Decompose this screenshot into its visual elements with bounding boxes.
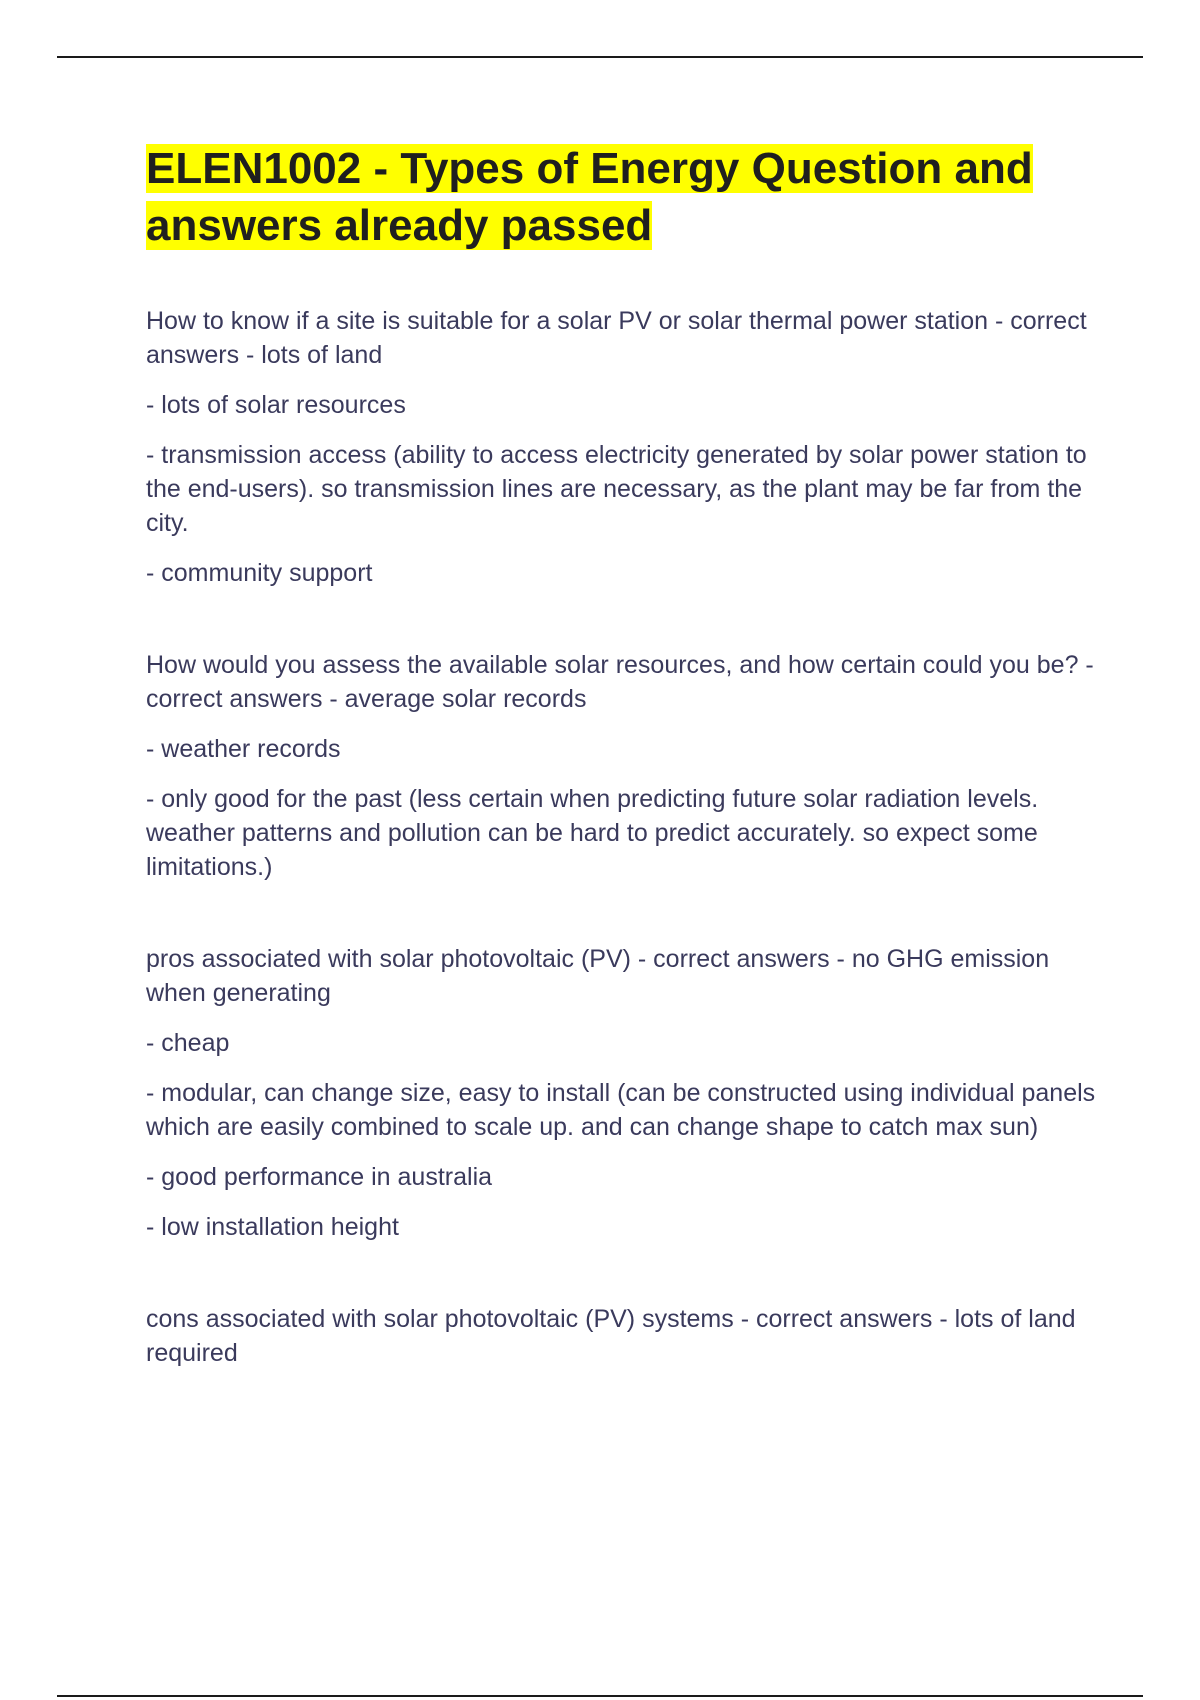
top-rule [57,56,1143,58]
answer-bullet: - weather records [146,735,341,763]
answer-bullet: - cheap [146,1029,230,1057]
question-text: How to know if a site is suitable for a solar PV or solar thermal power station - correct answers - lots of land [146,307,1087,369]
qa-item [146,648,1096,884]
qa-item [146,304,1096,590]
document-body [146,140,1096,1370]
answer-bullet: - modular, can change size, easy to install (can be constructed using individual panels which are easily combined to scale up. and can change shape to catch max sun) [146,1079,1096,1141]
answer-bullet: - lots of solar resources [146,391,406,419]
question-text: pros associated with solar photovoltaic (PV) - correct answers - no GHG emission when generating [146,945,1050,1007]
qa-item [146,1302,1096,1370]
qa-item [146,942,1096,1244]
answer-bullet: - low installation height [146,1213,399,1241]
question-text: How would you assess the available solar resources, and how certain could you be? - correct answers - average solar records [146,651,1094,713]
answer-bullet: - transmission access (ability to access electricity generated by solar power station to the end-users). so transmission lines are necessary, as the plant may be far from the city. [146,441,1087,537]
bottom-rule [57,1695,1143,1697]
answer-bullet: - good performance in australia [146,1163,493,1191]
document-title [146,140,1096,254]
title-highlight: ELEN1002 - Types of Energy Question and answers already passed [146,144,1033,250]
answer-bullet: - community support [146,559,373,587]
answer-bullet: - only good for the past (less certain when predicting future solar radiation levels. weather patterns and pollution can be hard to predict accurately. so expect some limitations.) [146,785,1039,881]
question-text: cons associated with solar photovoltaic (PV) systems - correct answers - lots of land required [146,1305,1076,1367]
